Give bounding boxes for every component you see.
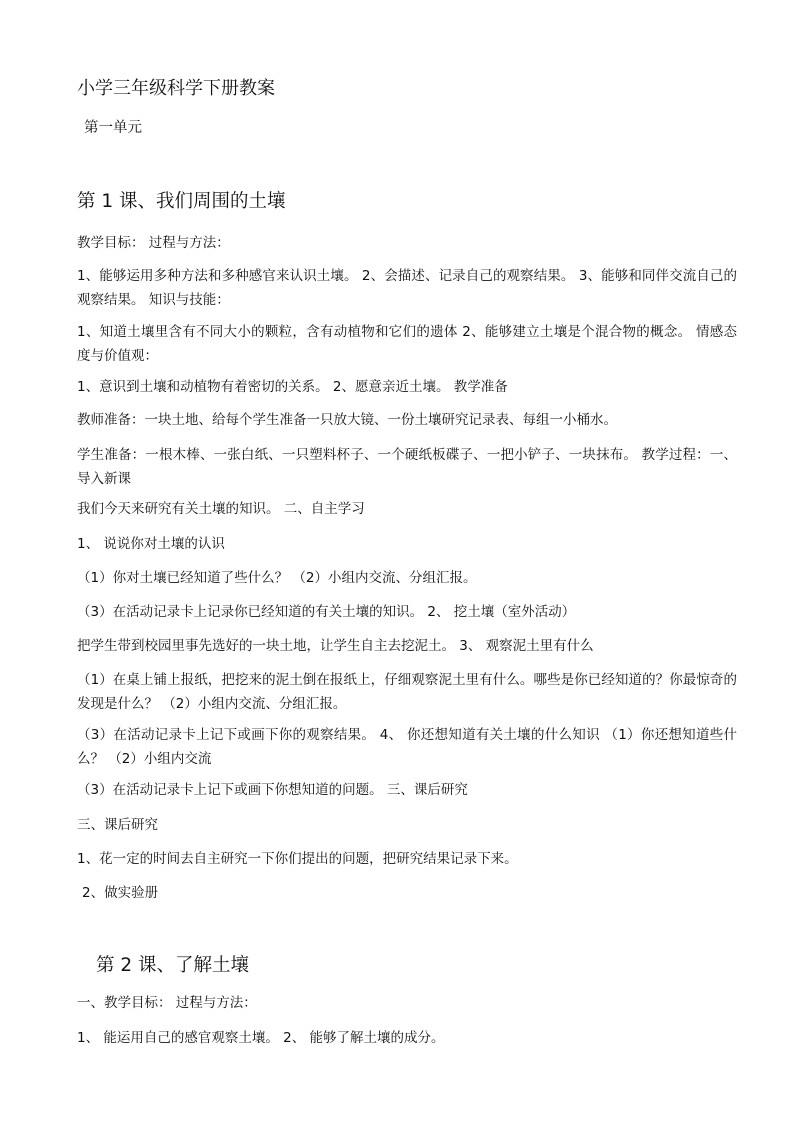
lesson1-paragraph: 2、做实验册 (82, 885, 159, 901)
lesson1-paragraph: （3）在活动记录卡上记录你已经知道的有关土壤的知识。 2、 挖土壤（室外活动） (77, 604, 576, 620)
lesson1-paragraph: 1、花一定的时间去自主研究一下你们提出的问题，把研究结果记录下来。 (77, 851, 518, 867)
lesson1-paragraph: （3）在活动记录卡上记下或画下你想知道的问题。 三、课后研究 (77, 782, 468, 798)
lesson1-paragraph: 我们今天来研究有关土壤的知识。 二、自主学习 (77, 501, 365, 517)
lesson1-paragraph: 教师准备：一块土地、给每个学生准备一只放大镜、一份土壤研究记录表、每组一小桶水。 (77, 412, 617, 428)
unit-label: 第一单元 (84, 120, 142, 136)
lesson1-heading: 第 1 课、我们周围的土壤 (77, 191, 286, 212)
lesson2-heading: 第 2 课、了解土壤 (96, 955, 250, 976)
lesson1-paragraph: 三、课后研究 (77, 817, 158, 833)
lesson1-goals-intro: 教学目标： 过程与方法： (77, 235, 230, 251)
lesson1-paragraph: 1、 说说你对土壤的认识 (77, 536, 225, 552)
lesson1-paragraph: 1、知道土壤里含有不同大小的颗粒，含有动植物和它们的遗体 2、能够建立土壤是个混合物的概念。 情感态度与价值观： (77, 324, 737, 364)
lesson1-paragraph: 1、能够运用多种方法和多种感官来认识土壤。 2、会描述、记录自己的观察结果。 3、能够和同伴交流自己的观察结果。 知识与技能： (77, 268, 737, 308)
lesson2-paragraph: 1、 能运用自己的感官观察土壤。 2、 能够了解土壤的成分。 (77, 1030, 445, 1046)
lesson1-paragraph: 1、意识到土壤和动植物有着密切的关系。 2、愿意亲近土壤。 教学准备 (77, 379, 508, 395)
lesson1-paragraph: 把学生带到校园里事先选好的一块土地，让学生自主去挖泥土。 3、 观察泥土里有什么 (77, 638, 594, 654)
document-title: 小学三年级科学下册教案 (77, 78, 275, 99)
lesson1-paragraph: （3）在活动记录卡上记下或画下你的观察结果。 4、 你还想知道有关土壤的什么知识 （1）你还想知道些什么？ （2）小组内交流 (77, 727, 737, 767)
lesson1-paragraph: 学生准备：一根木棒、一张白纸、一只塑料杯子、一个硬纸板碟子、一把小铲子、一块抹布。 教学过程：一、导入新课 (77, 447, 737, 487)
lesson1-paragraph: （1）在桌上铺上报纸，把挖来的泥土倒在报纸上，仔细观察泥土里有什么。哪些是你已经知道的？你最惊奇的发现是什么？ （2）小组内交流、分组汇报。 (77, 672, 737, 712)
lesson1-paragraph: （1）你对土壤已经知道了些什么？ （2）小组内交流、分组汇报。 (77, 570, 477, 586)
lesson2-goals-intro: 一、教学目标： 过程与方法： (77, 995, 257, 1011)
